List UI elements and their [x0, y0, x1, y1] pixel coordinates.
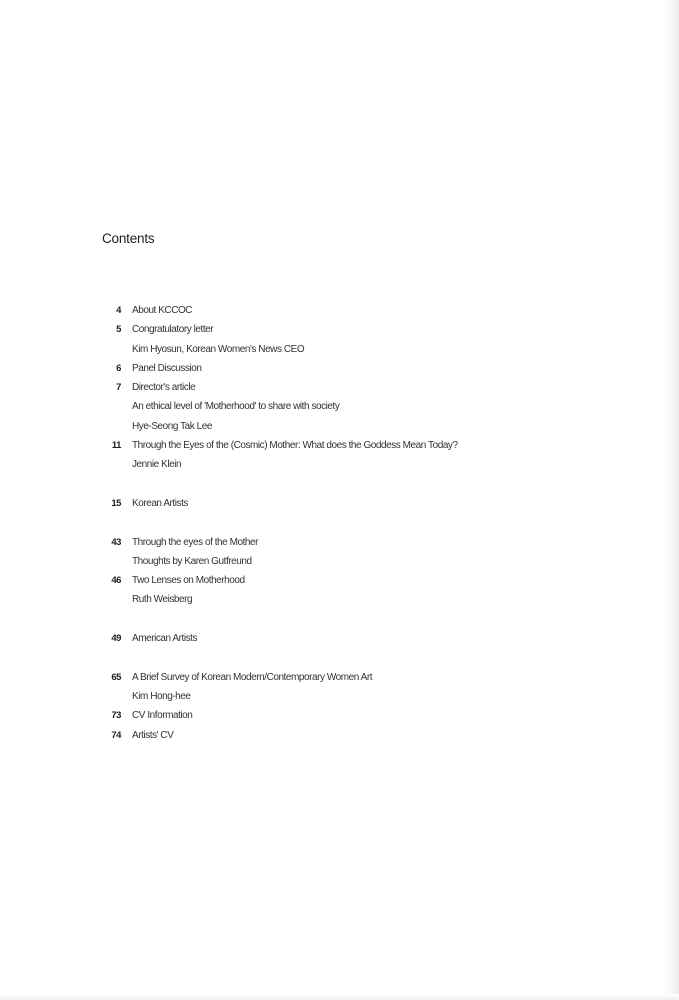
page-edge-shadow: [663, 0, 679, 1000]
toc-page-number: 65: [111, 671, 121, 683]
toc-entry-title: Through the eyes of the Mother: [132, 536, 259, 548]
toc-entry-author: Hye-Seong Tak Lee: [132, 420, 213, 432]
toc-entry-title: Artists' CV: [132, 729, 174, 741]
toc-entry[interactable]: [100, 359, 600, 378]
toc-entry-title: A Brief Survey of Korean Modern/Contemporary Women Art: [132, 671, 373, 683]
table-of-contents: [100, 301, 600, 745]
page-edge-shadow-bottom: [0, 994, 679, 1000]
page-title: Contents: [102, 231, 155, 246]
toc-entry-author: Kim Hyosun, Korean Women's News CEO: [132, 343, 305, 355]
toc-entry-author: Ruth Weisberg: [132, 594, 193, 606]
toc-entry-author: Thoughts by Karen Gutfreund: [132, 555, 252, 567]
toc-entry-title: Director's article: [132, 382, 196, 394]
toc-entry-title: Panel Discussion: [132, 362, 202, 374]
toc-entry[interactable]: [100, 571, 600, 610]
toc-spacer: [100, 475, 600, 494]
toc-spacer: [100, 610, 600, 629]
toc-entry-author: Jennie Klein: [132, 459, 182, 471]
toc-page-number: 49: [111, 633, 121, 645]
toc-spacer: [100, 648, 600, 667]
toc-entry[interactable]: [100, 706, 600, 725]
toc-entry[interactable]: [100, 436, 600, 475]
toc-page-number: 7: [116, 382, 121, 394]
toc-page-number: 46: [111, 575, 121, 587]
toc-page-number: 73: [111, 710, 121, 722]
toc-entry-title: Two Lenses on Motherhood: [132, 575, 245, 587]
toc-entry[interactable]: [100, 320, 600, 359]
toc-page-number: 4: [116, 305, 121, 316]
toc-page-number: 74: [111, 729, 121, 741]
toc-entry-subtitle: An ethical level of 'Motherhood' to share with society: [132, 401, 340, 413]
toc-entry-title: About KCCOC: [132, 305, 193, 316]
toc-entry-title: Korean Artists: [132, 497, 188, 509]
toc-page-number: 6: [116, 362, 121, 374]
toc-page-number: 15: [111, 497, 121, 509]
toc-page-number: 43: [111, 536, 121, 548]
toc-page-number: 5: [116, 324, 121, 336]
toc-spacer: [100, 513, 600, 532]
toc-entry[interactable]: [100, 301, 600, 320]
toc-entry[interactable]: [100, 668, 600, 707]
toc-entry-title: Congratulatory letter: [132, 324, 214, 336]
toc-page-number: 11: [111, 440, 121, 452]
toc-entry-title: CV Information: [132, 710, 193, 722]
toc-entry-author: Kim Hong-hee: [132, 690, 191, 702]
toc-entry-title: American Artists: [132, 633, 198, 645]
toc-entry[interactable]: [100, 629, 600, 648]
toc-entry[interactable]: [100, 378, 600, 436]
toc-entry-title: Through the Eyes of the (Cosmic) Mother: What does the Goddess Mean Today?: [132, 440, 458, 452]
toc-entry[interactable]: [100, 494, 600, 513]
toc-entry[interactable]: [100, 533, 600, 572]
toc-entry[interactable]: [100, 726, 600, 745]
